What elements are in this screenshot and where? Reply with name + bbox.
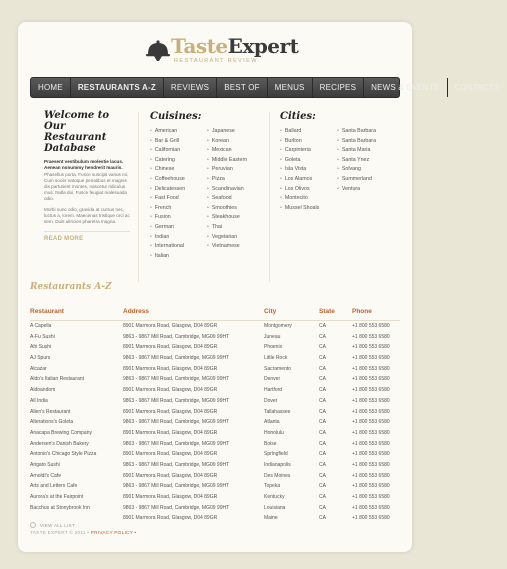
list-item[interactable]: • Solvang <box>337 165 376 175</box>
circle-icon <box>30 522 36 528</box>
address-cell: 9863 - 9867 Mill Road, Cambridge, MG09 99HT <box>123 483 230 490</box>
list-item[interactable]: • Californian <box>150 146 185 156</box>
list-item[interactable]: • International <box>150 242 185 252</box>
address-cell: 8901 Marmora Road, Glasgow, D04 89GR <box>123 365 218 372</box>
phone-cell: +1 800 553 6580 <box>352 451 390 458</box>
address-cell: 8901 Marmora Road, Glasgow, D04 89GR <box>123 494 218 500</box>
brand-part-1: Taste <box>171 34 228 58</box>
state-cell: CA <box>319 365 326 372</box>
list-item[interactable]: • Catering <box>150 156 185 166</box>
restaurant-cell[interactable]: Andersen's Danish Bakery <box>30 440 89 447</box>
cuisines-list-2 <box>207 127 247 252</box>
phone-cell: +1 800 553 6580 <box>352 440 390 447</box>
table-row <box>30 428 400 439</box>
cities-title: Cities: <box>280 111 316 122</box>
restaurant-cell[interactable]: Antonio's Chicago Style Pizza <box>30 451 97 458</box>
header-city: City <box>264 308 277 315</box>
restaurant-cell[interactable]: Allen's Restaurant <box>30 408 71 415</box>
list-item[interactable]: • Mexican <box>207 146 247 156</box>
phone-cell: +1 800 553 6580 <box>352 387 390 394</box>
phone-cell: +1 800 553 6580 <box>352 483 390 490</box>
list-item[interactable]: • Korean <box>207 137 247 147</box>
list-item[interactable]: • German <box>150 223 185 233</box>
list-item[interactable]: • Steakhouse <box>207 213 247 223</box>
table-header <box>30 308 400 321</box>
header-address: Address <box>123 308 150 315</box>
city-cell: Kentucky <box>264 494 285 500</box>
nav-news-events[interactable]: NEWS & EVENTS <box>364 78 447 97</box>
restaurant-cell[interactable]: Aldoandom <box>30 387 56 394</box>
list-item[interactable]: • Scandinavian <box>207 185 247 195</box>
phone-cell: +1 800 553 6580 <box>352 419 390 426</box>
list-item[interactable]: • Fast Food <box>150 194 185 204</box>
column-divider <box>138 112 139 282</box>
header-phone: Phone <box>352 308 372 315</box>
cuisines-list-1 <box>150 127 185 261</box>
restaurant-cell[interactable]: Bacchus at Stonybrook Inn <box>30 504 90 511</box>
city-cell: Springfield <box>264 451 288 458</box>
list-item[interactable]: • Chinese <box>150 165 185 175</box>
state-cell: CA <box>319 333 326 340</box>
welcome-body: Phasellus porta. Fusce suscipit varius mi. Cum sociis natoque penatibus et magnis dis parturient montes, nascetur ridiculus mus. Nulla dui. Fusce feugiat malesuada odio. <box>44 172 129 201</box>
restaurant-cell[interactable]: AJ Spurs <box>30 355 51 362</box>
list-item[interactable]: • Bar & Grill <box>150 137 185 147</box>
site-logo[interactable] <box>146 34 299 68</box>
restaurant-cell[interactable]: Alterations's Goleta <box>30 419 74 426</box>
table-row <box>30 503 400 514</box>
brand-part-2: Expert <box>227 34 299 58</box>
address-cell: 8901 Marmora Road, Glasgow, D04 89GR <box>123 387 218 394</box>
list-item[interactable]: • Carpinteria <box>280 146 319 156</box>
table-row <box>30 407 400 418</box>
nav-best-of[interactable]: BEST OF <box>217 78 267 97</box>
state-cell: CA <box>319 504 326 511</box>
cities-block <box>280 111 377 211</box>
restaurant-cell[interactable]: A-Fu Sushi <box>30 333 55 340</box>
phone-cell: +1 800 553 6580 <box>352 461 390 468</box>
list-item[interactable]: • Ventura <box>337 185 376 195</box>
address-cell: 8901 Marmora Road, Glasgow, D04 89GR <box>123 472 218 479</box>
city-cell: Maine <box>264 515 278 522</box>
address-cell: 8901 Marmora Road, Glasgow, D04 89GR <box>123 429 218 436</box>
table-row <box>30 332 400 343</box>
city-cell: Des Moines <box>264 472 291 479</box>
address-cell: 9863 - 9867 Mill Road, Cambridge, MG09 99HT <box>123 397 230 404</box>
phone-cell: +1 800 553 6580 <box>352 408 390 415</box>
state-cell: CA <box>319 355 326 362</box>
city-cell: Atlanta <box>264 419 280 426</box>
list-item[interactable]: • French <box>150 204 185 214</box>
cities-list-1 <box>280 127 319 213</box>
city-cell: Indianapolis <box>264 461 291 468</box>
address-cell: 8901 Marmora Road, Glasgow, D04 89GR <box>123 451 218 458</box>
cities-list-2 <box>337 127 376 194</box>
city-cell: Topeka <box>264 483 281 490</box>
restaurants-section-title: Restaurants A-Z <box>30 282 112 292</box>
list-item[interactable]: • Santa Barbara <box>337 127 376 137</box>
state-cell: CA <box>319 408 326 415</box>
city-cell: Phoenix <box>264 344 283 351</box>
nav-restaurants-a-z[interactable]: RESTAURANTS A-Z <box>71 78 164 97</box>
table-row <box>30 342 400 353</box>
city-cell: Louisiana <box>264 504 286 511</box>
phone-cell: +1 800 553 6580 <box>352 365 390 372</box>
nav-reviews[interactable]: REVIEWS <box>164 78 217 97</box>
list-item[interactable]: • Ballard <box>280 127 319 137</box>
read-more-link[interactable]: READ MORE <box>44 236 84 242</box>
list-item[interactable]: • Santa Ynez <box>337 156 376 166</box>
list-item[interactable]: • Isla Vista <box>280 165 319 175</box>
restaurant-cell[interactable]: Arts and Letters Cafe <box>30 483 78 490</box>
city-cell: Dover <box>264 397 278 404</box>
restaurant-cell[interactable]: Arigato Sushi <box>30 461 60 468</box>
state-cell: CA <box>319 419 326 426</box>
table-row <box>30 481 400 492</box>
state-cell: CA <box>319 429 326 436</box>
address-cell: 8901 Marmora Road, Glasgow, D04 89GR <box>123 344 218 351</box>
phone-cell: +1 800 553 6580 <box>352 504 390 511</box>
phone-cell: +1 800 553 6580 <box>352 472 390 479</box>
city-cell: Denver <box>264 376 281 383</box>
state-cell: CA <box>319 515 326 522</box>
state-cell: CA <box>319 344 326 351</box>
list-item[interactable]: • Goleta <box>280 156 319 166</box>
welcome-title: Welcome to Our Restaurant Database <box>44 110 110 154</box>
restaurant-cell[interactable]: Anacapa Brewing Company <box>30 429 92 436</box>
list-item[interactable]: • Japanese <box>207 127 247 137</box>
list-item[interactable]: • Summerland <box>337 175 376 185</box>
table-row <box>30 417 400 428</box>
cuisines-block <box>150 111 248 259</box>
phone-cell: +1 800 553 6580 <box>352 355 390 362</box>
phone-cell: +1 800 553 6580 <box>352 397 390 404</box>
list-item[interactable]: • Coffeehouse <box>150 175 185 185</box>
city-cell: Boise <box>264 440 277 447</box>
phone-cell: +1 800 553 6580 <box>352 515 390 522</box>
restaurant-cell[interactable]: Aldo's Italian Restaurant <box>30 376 85 383</box>
list-item[interactable]: • Pizza <box>207 175 247 185</box>
welcome-body-2: Morbi nunc odio, gravida at cursus nec, luctus a, lorem. Maecenas tristique orci ac sem. Duis ultricies pharetra magna. <box>44 207 130 224</box>
list-item[interactable]: • Vietnamese <box>207 242 247 252</box>
nav-home[interactable]: HOME <box>31 78 71 97</box>
view-all-link[interactable] <box>30 522 75 528</box>
phone-cell: +1 800 553 6580 <box>352 344 390 351</box>
restaurant-cell[interactable]: All India <box>30 397 48 404</box>
table-row <box>30 471 400 482</box>
phone-cell: +1 800 553 6580 <box>352 429 390 436</box>
list-item[interactable]: • Delicatessen <box>150 185 185 195</box>
list-item[interactable]: • Italian <box>150 252 185 262</box>
state-cell: CA <box>319 387 326 394</box>
table-row <box>30 353 400 364</box>
table-row <box>30 321 400 332</box>
table-row <box>30 364 400 375</box>
list-item[interactable]: • Smoothies <box>207 204 247 214</box>
footer <box>30 531 136 536</box>
address-cell: 8901 Marmora Road, Glasgow, D04 89GR <box>123 323 218 329</box>
table-row <box>30 439 400 450</box>
address-cell: 9863 - 9867 Mill Road, Cambridge, MG09 99HT <box>123 461 230 468</box>
restaurant-cell[interactable]: Ahi Sushi <box>30 344 52 351</box>
address-cell: 9863 - 9867 Mill Road, Cambridge, MG09 99HT <box>123 333 230 340</box>
state-cell: CA <box>319 451 326 458</box>
cuisines-title: Cuisines: <box>150 111 202 122</box>
state-cell: CA <box>319 323 326 329</box>
list-item[interactable]: • Middle Eastern <box>207 156 247 166</box>
main-nav <box>30 77 500 98</box>
city-cell: Montgomery <box>264 323 292 329</box>
list-item[interactable]: • Mussel Shoals <box>280 204 319 214</box>
list-item[interactable]: • Los Olivos <box>280 185 319 195</box>
nav-recipes[interactable]: RECIPES <box>313 78 365 97</box>
page-container <box>18 22 500 552</box>
list-item[interactable]: • Burlton <box>280 137 319 147</box>
list-item[interactable]: • Montecito <box>280 194 319 204</box>
city-cell: Hartford <box>264 387 283 394</box>
state-cell: CA <box>319 461 326 468</box>
state-cell: CA <box>319 483 326 490</box>
list-item[interactable]: • Santa Maria <box>337 146 376 156</box>
table-row <box>30 492 400 503</box>
state-cell: CA <box>319 494 326 500</box>
list-item[interactable]: • Peruvian <box>207 165 247 175</box>
brand-name <box>171 34 298 58</box>
restaurant-cell[interactable]: Alcazar <box>30 365 47 372</box>
state-cell: CA <box>319 397 326 404</box>
table-body <box>30 321 400 524</box>
list-item[interactable]: • Thai <box>207 223 247 233</box>
view-all-label: VIEW ALL LIST <box>40 522 75 528</box>
header-state: State <box>319 308 335 315</box>
state-cell: CA <box>319 472 326 479</box>
list-item[interactable]: • Seafood <box>207 194 247 204</box>
city-cell: Juneau <box>264 333 281 340</box>
address-cell: 8901 Marmora Road, Glasgow, D04 89GR <box>123 515 218 522</box>
state-cell: CA <box>319 376 326 383</box>
restaurant-cell[interactable]: Aurora's at the Fairpoint <box>30 494 84 500</box>
city-cell: Little Rock <box>264 355 288 362</box>
phone-cell: +1 800 553 6580 <box>352 333 390 340</box>
city-cell: Honolulu <box>264 429 284 436</box>
city-cell: Tallahassee <box>264 408 291 415</box>
phone-cell: +1 800 553 6580 <box>352 376 390 383</box>
column-divider <box>269 112 270 282</box>
list-item[interactable]: • Fusion <box>150 213 185 223</box>
header-restaurant: Restaurant <box>30 308 64 315</box>
footer-bullet: • <box>134 531 137 536</box>
list-item[interactable]: • Indian <box>150 233 185 243</box>
state-cell: CA <box>319 440 326 447</box>
list-item[interactable]: • Vegetarian <box>207 233 247 243</box>
table-row <box>30 396 400 407</box>
address-cell: 8901 Marmora Road, Glasgow, D04 89GR <box>123 408 218 415</box>
footer-copyright: TASTE EXPERT © 2011 • <box>30 531 90 536</box>
divider <box>44 231 130 232</box>
phone-cell: +1 800 553 6580 <box>352 494 390 500</box>
table-row <box>30 460 400 471</box>
restaurant-cell[interactable]: Arnoldi's Cafe <box>30 472 61 479</box>
welcome-lead: Praesent vestibulum molestie lacus. Aenean nonummy hendrerit mauris. <box>44 159 124 170</box>
brand-tagline: RESTAURANT REVIEW <box>174 58 258 64</box>
table-row <box>30 449 400 460</box>
address-cell: 9863 - 9867 Mill Road, Cambridge, MG09 99HT <box>123 504 230 511</box>
list-item[interactable]: • Santa Barbara <box>337 137 376 147</box>
restaurant-cell[interactable]: A Capella <box>30 323 52 329</box>
list-item[interactable]: • American <box>150 127 185 137</box>
privacy-policy-link[interactable]: PRIVACY POLICY <box>90 531 133 536</box>
welcome-block <box>44 110 130 242</box>
phone-cell: +1 800 553 6580 <box>352 323 390 329</box>
table-row <box>30 374 400 385</box>
nav-menus[interactable]: MENUS <box>268 78 313 97</box>
address-cell: 9863 - 9867 Mill Road, Cambridge, MG09 99HT <box>123 419 230 426</box>
address-cell: 9863 - 9867 Mill Road, Cambridge, MG09 99HT <box>123 355 230 362</box>
list-item[interactable]: • Los Alamos <box>280 175 319 185</box>
table-row <box>30 513 400 524</box>
restaurants-table <box>30 308 400 524</box>
table-row <box>30 385 400 396</box>
cloche-icon <box>146 39 170 61</box>
nav-contacts[interactable]: CONTACTS <box>454 83 500 92</box>
address-cell: 9863 - 9867 Mill Road, Cambridge, MG09 99HT <box>123 440 230 447</box>
city-cell: Sacramento <box>264 365 291 372</box>
address-cell: 9863 - 9867 Mill Road, Cambridge, MG09 99HT <box>123 376 230 383</box>
